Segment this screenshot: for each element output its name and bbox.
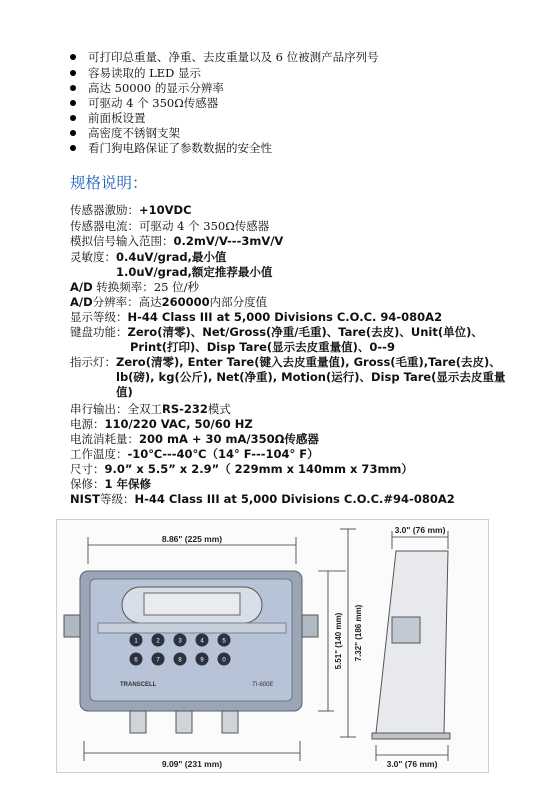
svg-text:5: 5 [222,638,226,645]
bullet-icon [70,70,76,76]
spec-current: 传感器电流：可驱动 4 个 350Ω传感器 [70,219,270,233]
cable-gland [176,711,192,733]
svg-text:4: 4 [200,638,204,645]
spec-keypad-2: Print(打印)、Disp Tare(显示去皮重量值)、0--9 [130,340,395,354]
key-button[interactable] [218,634,231,647]
cable-gland [222,711,238,733]
svg-text:7: 7 [156,657,160,664]
spec-sensitivity: 灵敏度：0.4uV/grad,最小值 [70,250,227,264]
dim-bottom-width: 9.09" (231 mm) [161,759,223,769]
spec-nist: NIST等级：H-44 Class III at 5,000 Divisions C.O.C.#94-080A2 [70,492,455,506]
dim-side-bottom: 3.0" (76 mm) [386,759,438,769]
key-button[interactable] [130,634,143,647]
spec-temperature: 工作温度：-10℃---40℃（14° F---104° F） [70,447,319,461]
spec-display-grade: 显示等级：H-44 Class III at 5,000 Divisions C.O.C. 94-080A2 [70,310,443,324]
bullet-icon [70,115,76,121]
svg-text:3: 3 [178,638,182,645]
svg-text:9: 9 [200,657,204,664]
spec-indicator-2: lb(磅), kg(公斤), Net(净重), Motion(运行)、Disp Tare(显示去皮重量 [116,370,506,384]
svg-text:1: 1 [134,638,138,645]
indicator-front [64,571,318,733]
cable-gland [130,711,146,733]
spec-indicator-3: 值) [116,385,133,399]
spec-consumption: 电流消耗量：200 mA + 30 mA/350Ω传感器 [70,432,319,446]
spec-sensitivity-2: 1.0uV/grad,额定推荐最小值 [116,265,273,279]
spec-size: 尺寸：9.0” x 5.5” x 2.9”（ 229mm x 140mm x 73mm） [70,462,413,476]
key-button[interactable] [174,653,187,666]
spec-indicator: 指示灯：Zero(清零), Enter Tare(键入去皮重量值), Gross(毛重),Tare(去皮)、 [70,355,501,369]
key-button[interactable] [218,653,231,666]
spec-warranty: 保修：1 年保修 [70,477,152,491]
key-button[interactable] [130,653,143,666]
svg-text:2: 2 [156,638,160,645]
key-button[interactable] [152,653,165,666]
spec-excitation: 传感器激励：+10VDC [70,203,192,217]
spec-ad-resolution: A/D分辨率：高达260000内部分度值 [70,295,268,309]
key-button[interactable] [152,634,165,647]
bullet-icon [70,85,76,91]
key-button[interactable] [196,634,209,647]
svg-text:8: 8 [178,657,182,664]
key-button[interactable] [174,634,187,647]
svg-text:6: 6 [134,657,138,664]
brand-logo: TRANSCELL [120,682,157,688]
bullet-icon [70,100,76,106]
bullet-icon [70,130,76,136]
spec-power: 电源：110/220 VAC, 50/60 HZ [70,417,253,431]
dim-top-width: 8.86" (225 mm) [161,534,223,544]
product-dimension-drawing [56,519,489,773]
model-label: TI-600E [252,682,274,688]
svg-text:0: 0 [222,657,226,664]
spec-serial: 串行输出：全双工RS-232模式 [70,402,231,416]
dim-side-top: 3.0" (76 mm) [394,525,446,535]
bullet-icon [70,145,76,151]
dim-height-inner: 5.51" (140 mm) [334,612,343,670]
spec-heading: 规格说明： [70,174,148,192]
right-knob [302,615,318,637]
spec-ad-rate: A/D 转换频率：25 位/秒 [70,280,199,294]
key-button[interactable] [196,653,209,666]
dim-height-outer: 7.32" (186 mm) [354,604,363,662]
spec-input-range: 模拟信号输入范围：0.2mV/V---3mV/V [70,234,284,248]
left-knob [64,615,80,637]
spec-keypad: 键盘功能：Zero(清零)、Net/Gross(净重/毛重)、Tare(去皮)、Unit(单位)、 [70,325,483,339]
bullet-icon [70,54,76,60]
